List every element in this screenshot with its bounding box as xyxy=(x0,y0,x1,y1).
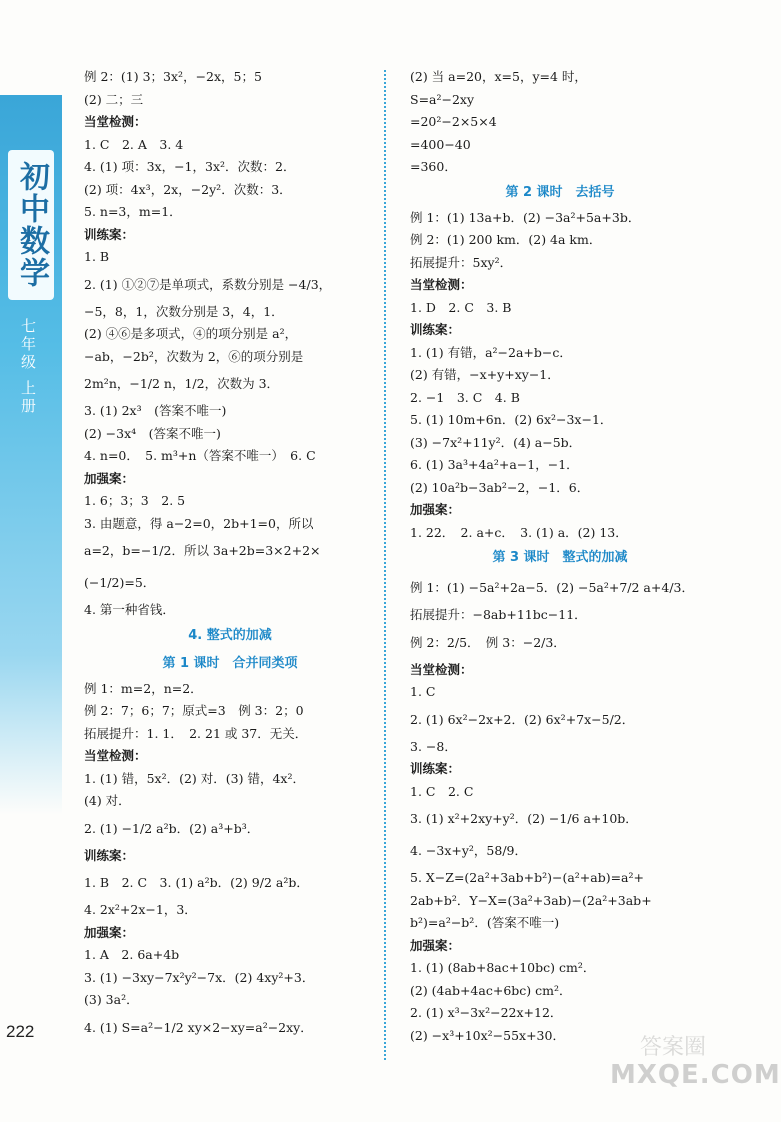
answer-line: 拓展提升：−8ab+11bc−11． xyxy=(410,607,587,622)
answer-line: −5，8，1，次数分别是 3，4，1． xyxy=(84,303,284,319)
section-heading: 第 3 课时 整式的加减 xyxy=(492,550,628,565)
answer-line: (2) (4ab+4ac+6bc) cm²． xyxy=(410,982,572,998)
answer-line: 5. (1) 10m+6n．(2) 6x²−3x−1． xyxy=(410,412,613,427)
answer-line: 1. 22． 2. a+c． 3. (1) a．(2) 13． xyxy=(410,524,628,540)
sidebar xyxy=(0,0,62,1122)
answer-line: 例 2：2/5． 例 3：−2/3． xyxy=(410,634,566,650)
left-column xyxy=(84,66,376,1044)
answer-line: 4. 2x²+2x−1，3． xyxy=(84,902,197,917)
answer-line: −ab，−2b²，次数为 2，⑥的项分别是 xyxy=(84,348,304,364)
answer-line: 当堂检测： xyxy=(410,277,473,292)
answer-line: 加强案： xyxy=(410,502,461,517)
answer-line: =20²−2×5×4 xyxy=(410,114,497,129)
answer-line: 4. 第一种省钱． xyxy=(84,602,175,617)
watermark-site: MXQE.COM xyxy=(610,1060,781,1090)
answer-line: 2. (1) 6x²−2x+2．(2) 6x²+7x−5/2． xyxy=(410,711,635,727)
page-number: 222 xyxy=(6,1022,35,1041)
answer-line: (2) 10a²b−3ab²−2，−1．6． xyxy=(410,479,590,495)
answer-line: (2) −x³+10x²−55x+30． xyxy=(410,1027,565,1043)
answer-line: (2) 项：4x³，2x，−2y²．次数：3． xyxy=(84,181,292,197)
answer-line: 1. C 2. C xyxy=(410,783,474,799)
answer-line: =360． xyxy=(410,159,457,174)
answer-line: 当堂检测： xyxy=(84,748,147,763)
answer-line: 4. n=0． 5. m³+n（答案不唯一） 6. C xyxy=(84,448,316,463)
answer-line: 5. n=3，m=1． xyxy=(84,204,182,219)
answer-line: 例 1：m=2，n=2． xyxy=(84,680,203,696)
answer-line: 例 2：(1) 3；3x²，−2x，5；5 xyxy=(84,69,262,84)
answer-line: 6. (1) 3a³+4a²+a−1，−1． xyxy=(410,457,579,472)
answer-line: 拓展提升：5xy²． xyxy=(410,254,513,270)
answer-line: 训练案： xyxy=(410,322,461,337)
section-heading: 第 1 课时 合并同类项 xyxy=(162,655,298,671)
answer-line: 1. C xyxy=(410,684,436,699)
answer-line: 5. X−Z=(2a²+3ab+b²)−(a²+ab)=a²+ xyxy=(410,870,644,885)
answer-line: 当堂检测： xyxy=(410,661,473,677)
watermark-logo: 答案圈 xyxy=(640,1035,707,1060)
answer-line: 加强案： xyxy=(410,937,461,953)
sidebar-fade xyxy=(0,655,62,815)
answer-line: 1. A 2. 6a+4b xyxy=(84,947,180,962)
answer-line: (2) 二；三 xyxy=(84,91,144,107)
answer-line: 1. B xyxy=(84,249,110,264)
answer-line: 1. B 2. C 3. (1) a²b．(2) 9/2 a²b． xyxy=(84,875,309,890)
answer-line: 加强案： xyxy=(84,924,135,940)
answer-line: 拓展提升：1. 1． 2. 21 或 37．无关． xyxy=(84,725,308,741)
answer-line: 1. C 2. A 3. 4 xyxy=(84,136,184,152)
answer-line: 训练案： xyxy=(84,226,135,242)
answer-line: S=a²−2xy xyxy=(410,91,475,107)
answer-line: 加强案： xyxy=(84,470,135,486)
answer-line: 2. −1 3. C 4. B xyxy=(410,389,520,405)
answer-line: 4. (1) S=a²−1/2 xy×2−xy=a²−2xy． xyxy=(84,1019,313,1035)
section-heading: 第 2 课时 去括号 xyxy=(505,184,615,200)
answer-line: 4. (1) 项：3x，−1，3x²．次数：2． xyxy=(84,159,296,174)
answer-line: 例 1：(1) 13a+b．(2) −3a²+5a+3b． xyxy=(410,209,641,225)
answer-line: 例 2：(1) 200 km．(2) 4a km． xyxy=(410,232,602,247)
right-column xyxy=(410,66,710,1047)
answer-line: 当堂检测： xyxy=(84,114,147,129)
answer-line: 3. −8． xyxy=(410,738,457,754)
answer-line: a=2，b=−1/2．所以 3a+2b=3×2+2× xyxy=(84,543,321,558)
answer-line: 2. (1) ①②⑦是单项式，系数分别是 −4/3， xyxy=(84,276,332,292)
answer-line: 1. (1) 有错，a²−2a+b−c． xyxy=(410,344,572,360)
answer-line: (−1/2)=5． xyxy=(84,575,156,590)
column-divider xyxy=(384,70,386,1060)
answer-line: 1. (1) 错，5x²．(2) 对．(3) 错，4x²． xyxy=(84,770,305,786)
answer-line: 4. −3x+y²，58/9． xyxy=(410,843,527,858)
answer-line: 3. (1) 2x³ (答案不唯一) xyxy=(84,403,227,418)
answer-line: (3) 3a²． xyxy=(84,992,139,1007)
answer-line: 3. (1) x²+2xy+y²．(2) −1/6 a+10b． xyxy=(410,811,638,826)
answer-line: 2m²n，−1/2 n，1/2，次数为 3． xyxy=(84,376,280,391)
answer-line: b²)=a²−b²．(答案不唯一) xyxy=(410,915,560,930)
section-heading: 4. 整式的加减 xyxy=(188,627,272,643)
answer-line: (2) 当 a=20，x=5，y=4 时， xyxy=(410,69,587,84)
answer-line: 2. (1) x³−3x²−22x+12． xyxy=(410,1005,563,1020)
book-title: 初中数学 xyxy=(8,150,54,300)
answer-line: =400−40 xyxy=(410,136,471,152)
answer-line: (3) −7x²+11y²．(4) a−5b． xyxy=(410,434,582,450)
answer-line: 1. 6；3；3 2. 5 xyxy=(84,493,186,508)
answer-line: 训练案： xyxy=(410,761,461,776)
answer-line: 例 2：7；6；7；原式=3 例 3：2；0 xyxy=(84,703,304,718)
answer-line: 1. D 2. C 3. B xyxy=(410,299,512,315)
answer-line: 2ab+b²．Y−X=(3a²+3ab)−(2a²+3ab+ xyxy=(410,892,652,908)
answer-line: 3. 由题意，得 a−2=0，2b+1=0，所以 xyxy=(84,515,314,531)
answer-line: (2) ④⑥是多项式，④的项分别是 a²， xyxy=(84,326,298,341)
answer-line: (2) −3x⁴ (答案不唯一) xyxy=(84,425,221,441)
answer-line: 例 1：(1) −5a²+2a−5．(2) −5a²+7/2 a+4/3． xyxy=(410,580,694,595)
answer-line: (2) 有错，−x+y+xy−1． xyxy=(410,367,560,382)
answer-line: 1. (1) (8ab+8ac+10bc) cm²． xyxy=(410,960,596,975)
answer-line: 训练案： xyxy=(84,847,135,863)
answer-line: (4) 对． xyxy=(84,793,131,808)
grade-label: 七年级 上册 xyxy=(19,318,37,416)
answer-line: 2. (1) −1/2 a²b．(2) a³+b³． xyxy=(84,820,260,836)
answer-line: 3. (1) −3xy−7x²y²−7x．(2) 4xy²+3． xyxy=(84,969,315,985)
